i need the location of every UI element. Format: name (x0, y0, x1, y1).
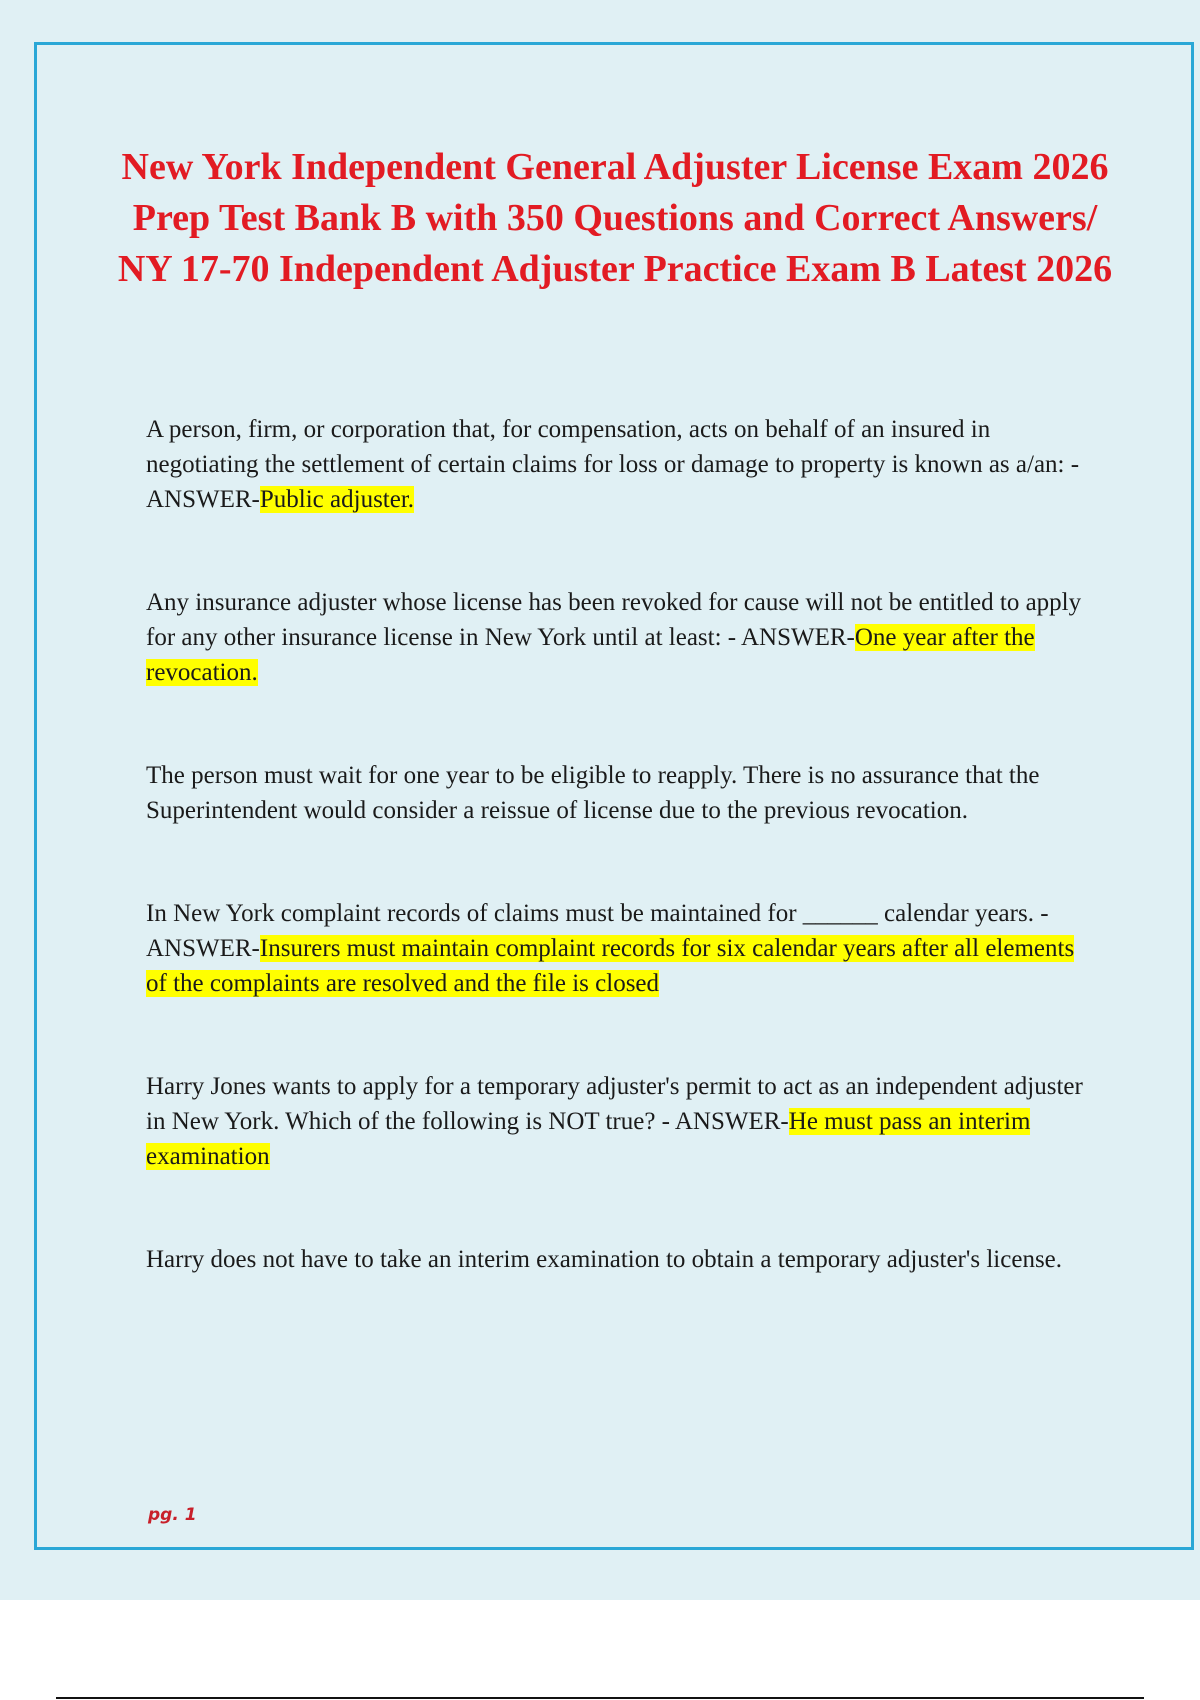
bottom-divider (56, 1697, 1144, 1699)
answer-highlight: One year after the revocation. (146, 624, 1035, 686)
explanation-text: The person must wait for one year to be eligible to reapply. There is no assurance that the Superintendent would consider a reissue of license due to the previous revocation. (146, 762, 1040, 824)
question-text: In New York complaint records of claims must be maintained for ______ calendar years. - ANSWER- (146, 900, 1049, 962)
explanation-text: Harry does not have to take an interim examination to obtain a temporary adjuster's license. (146, 1246, 1063, 1273)
question-list (146, 412, 1096, 1345)
question-text: Any insurance adjuster whose license has been revoked for cause will not be entitled to apply for any other insurance license in New York until at least: - ANSWER- (146, 589, 1082, 651)
answer-highlight: He must pass an interim examination (146, 1108, 1031, 1170)
explanation-block (146, 758, 1096, 828)
question-text: Harry Jones wants to apply for a temporary adjuster's permit to act as an independent adjuster in New York. Which of the following is NOT true? - ANSWER- (146, 1073, 1083, 1135)
question-block (146, 1069, 1096, 1174)
question-text: A person, firm, or corporation that, for compensation, acts on behalf of an insured in negotiating the settlement of certain claims for loss or damage to property is known as a/an: - ANSWER- (146, 416, 1080, 513)
question-block (146, 412, 1096, 517)
answer-highlight: Insurers must maintain complaint records for six calendar years after all elements of the complaints are resolved and the file is closed (146, 935, 1075, 997)
page-number: pg. 1 (148, 1505, 197, 1525)
document-title: New York Independent General Adjuster License Exam 2026 Prep Test Bank B with 350 Questions and Correct Answers/ NY 17-70 Independent Adjuster Practice Exam B Latest 2026 (117, 146, 1113, 290)
explanation-block (146, 1242, 1096, 1277)
answer-highlight: Public adjuster. (259, 486, 415, 513)
question-block (146, 896, 1096, 1001)
question-block (146, 585, 1096, 690)
